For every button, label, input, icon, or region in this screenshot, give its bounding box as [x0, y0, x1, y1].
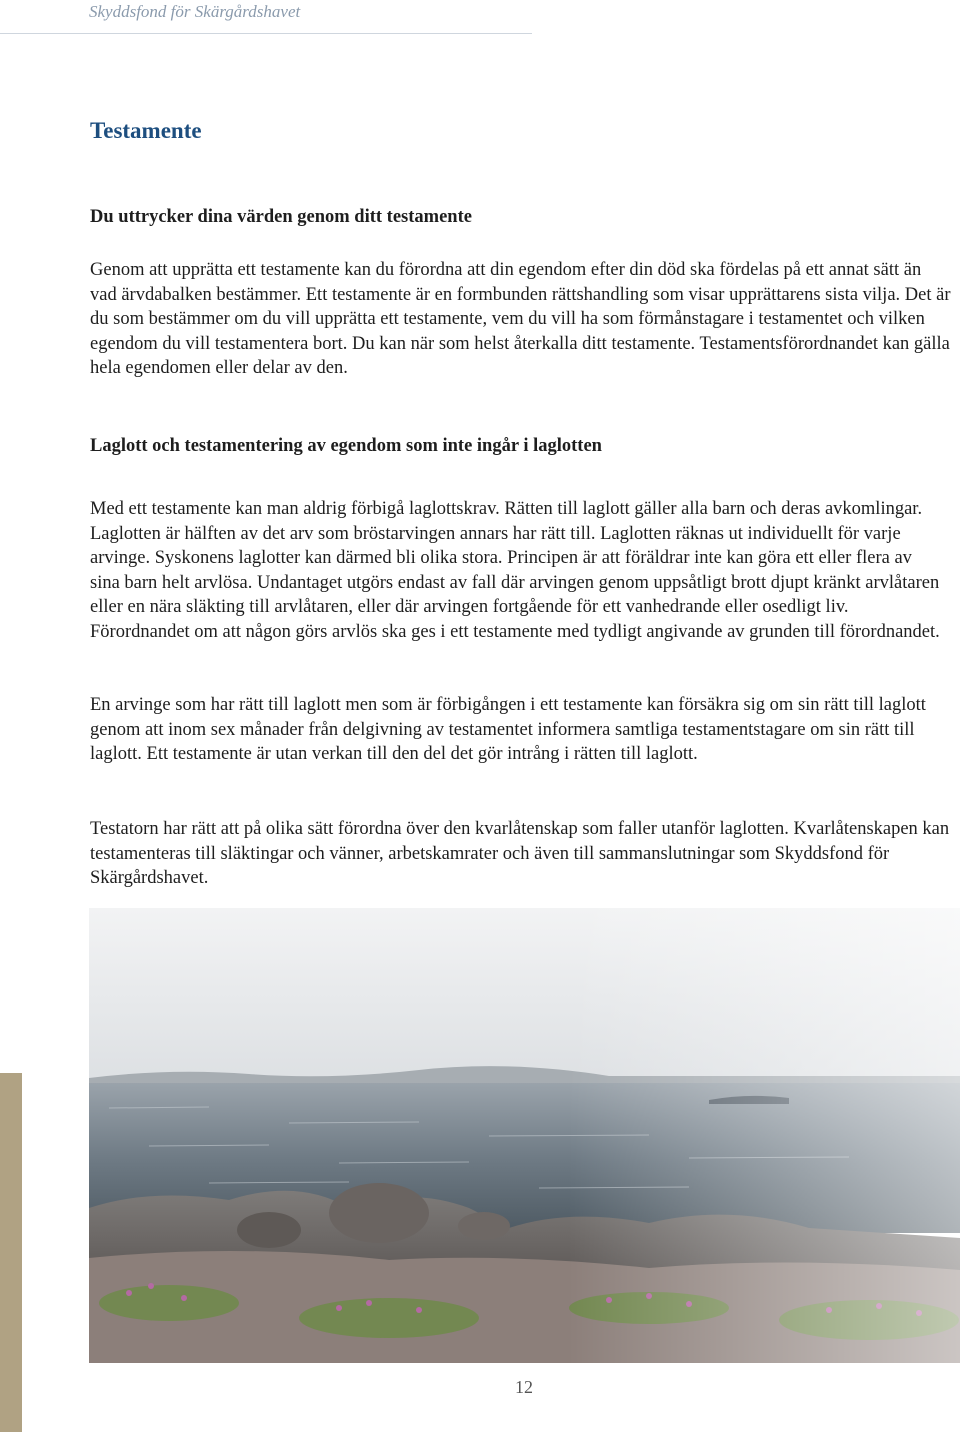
page-number: 12: [515, 1377, 533, 1397]
paragraph-laglott-2: En arvinge som har rätt till laglott men som är förbigången i ett testamente kan försäkra sig om sin rätt till laglott genom att inom sex månader från delgivning av testamentet informera samtliga testamentstagare om sin rätt till laglott. Ett testamente är utan verkan till den del det gör intrång i rätten till laglott.: [90, 695, 926, 764]
paragraph-intro: Genom att upprätta ett testamente kan du förordna att din egendom efter din död ska fördelas på ett annat sätt än vad ärvdabalken bestämmer. Ett testamente är en formbunden rättshandling som visar upprättarens sista vilja. Det är du som bestämmer om du vill upprätta ett testamente, vem du vill ha som förmånstagare i testamentet och vilken egendom du vill testamentera bort. Du kan när som helst återkalla ditt testamente. Testamentsförordnandet kan gälla hela egendomen eller delar av den.: [90, 260, 951, 378]
page-title: Testamente: [90, 118, 202, 143]
paragraph-laglott-1: Med ett testamente kan man aldrig förbigå laglottskrav. Rätten till laglott gäller alla barn och deras avkomlingar. Laglotten är hälften av det arv som bröstarvingen annars har rätt till. Laglotten räknas ut individuellt för varje arvinge. Syskonens laglotter kan därmed bli olika stora. Principen är att föräldrar inte kan göra ett eller flera av sina barn helt arvlösa. Undantaget utgörs endast av fall där arvingen genom uppsåtligt brott djupt kränkt arvlåtaren eller en nära släkting till arvlåtaren, eller där arvingen fortgående för ett vanhedrande eller osedligt liv. Förordnandet om att någon görs arvlös ska ges i ett testamente med tydligt angivande av grunden till förordnandet.: [90, 499, 940, 642]
section-heading-laglott: Laglott och testamentering av egendom som inte ingår i laglotten: [90, 436, 602, 456]
archipelago-photo: [89, 908, 960, 1363]
section-heading-values: Du uttrycker dina värden genom ditt testamente: [90, 207, 472, 227]
header-divider: [0, 33, 532, 34]
paragraph-laglott-3: Testatorn har rätt att på olika sätt förordna över den kvarlåtenskap som faller utanför laglotten. Kvarlåtenskapen kan testamenteras till släktingar och vänner, arbetskamrater och även till sammanslutningar som Skyddsfond för Skärgårdshavet.: [90, 819, 950, 888]
running-header: Skyddsfond för Skärgårdshavet: [89, 2, 301, 21]
